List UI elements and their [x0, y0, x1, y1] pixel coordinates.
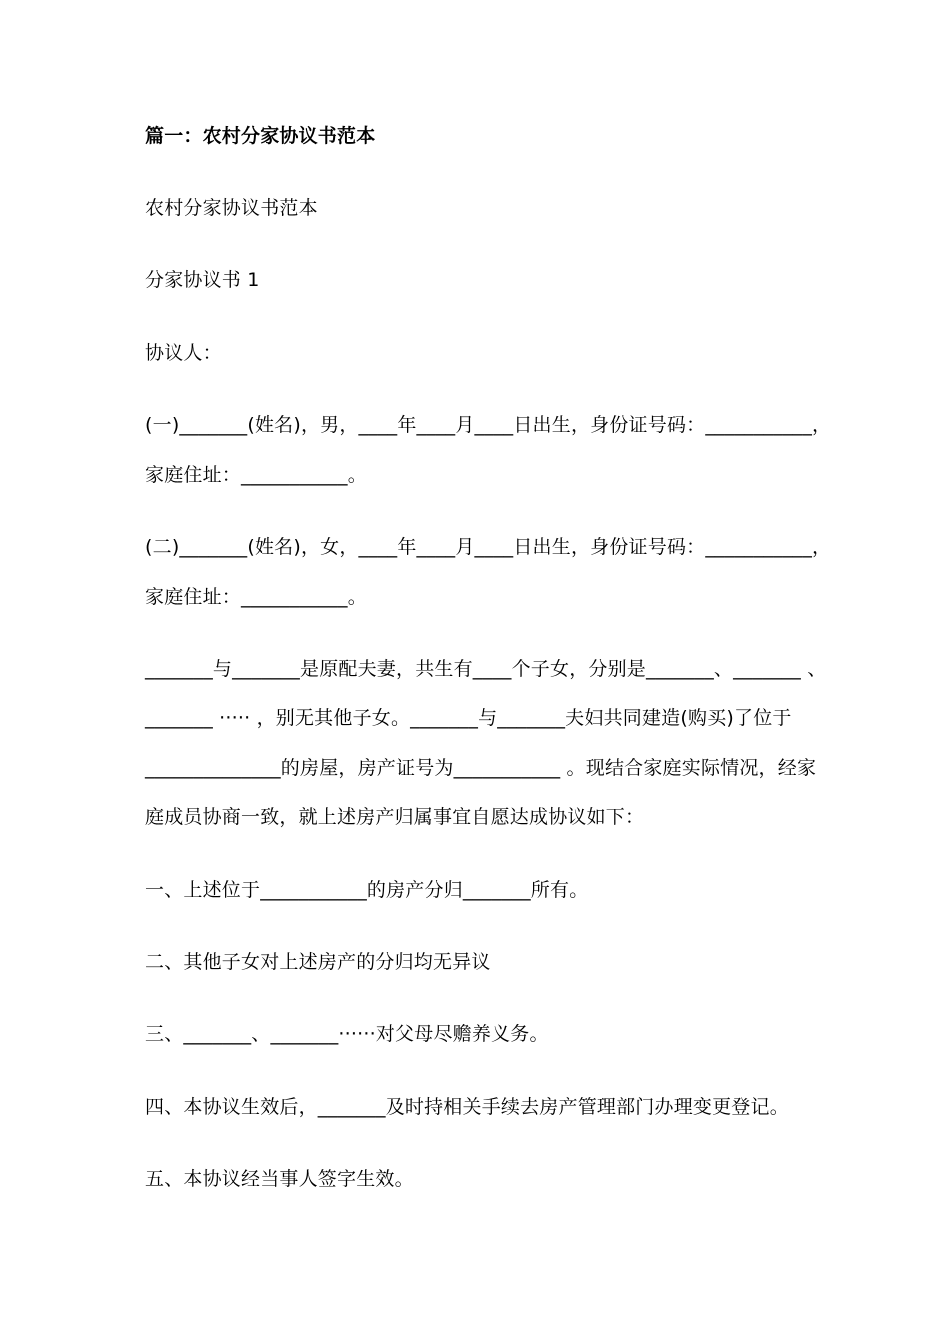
clause-4: 四、本协议生效后，_______及时持相关手续去房产管理部门办理变更登记。	[145, 1096, 789, 1118]
clause-5: 五、本协议经当事人签字生效。	[145, 1168, 414, 1190]
party1-line2: 家庭住址：___________。	[145, 464, 367, 486]
parties-label: 协议人：	[145, 342, 222, 364]
document-subtitle: 分家协议书 1	[145, 269, 260, 291]
document-title: 农村分家协议书范本	[145, 197, 318, 219]
clause-2: 二、其他子女对上述房产的分归均无异议	[145, 951, 491, 973]
paragraph-line2: _______ ····· ，别无其他子女。_______与_______夫妇共同建造(购买)了位于	[145, 707, 792, 729]
party1-line1: (一)_______(姓名)，男，____年____月____日出生，身份证号码：___________，	[145, 414, 832, 436]
clause-1: 一、上述位于___________的房产分归_______所有。	[145, 879, 589, 901]
paragraph-line4: 庭成员协商一致，就上述房产归属事宜自愿达成协议如下：	[145, 806, 645, 828]
paragraph-line3: ______________的房屋，房产证号为___________ 。现结合家庭实际情况，经家	[145, 757, 817, 779]
document-heading: 篇一：农村分家协议书范本	[145, 125, 376, 147]
clause-3: 三、_______、_______······对父母尽赡养义务。	[145, 1023, 549, 1045]
party2-line2: 家庭住址：___________。	[145, 586, 367, 608]
party2-line1: (二)_______(姓名)，女，____年____月____日出生，身份证号码：___________，	[145, 536, 832, 558]
paragraph-line1: _______与_______是原配夫妻，共生有____个子女，分别是_______、_______ 、	[145, 658, 827, 680]
